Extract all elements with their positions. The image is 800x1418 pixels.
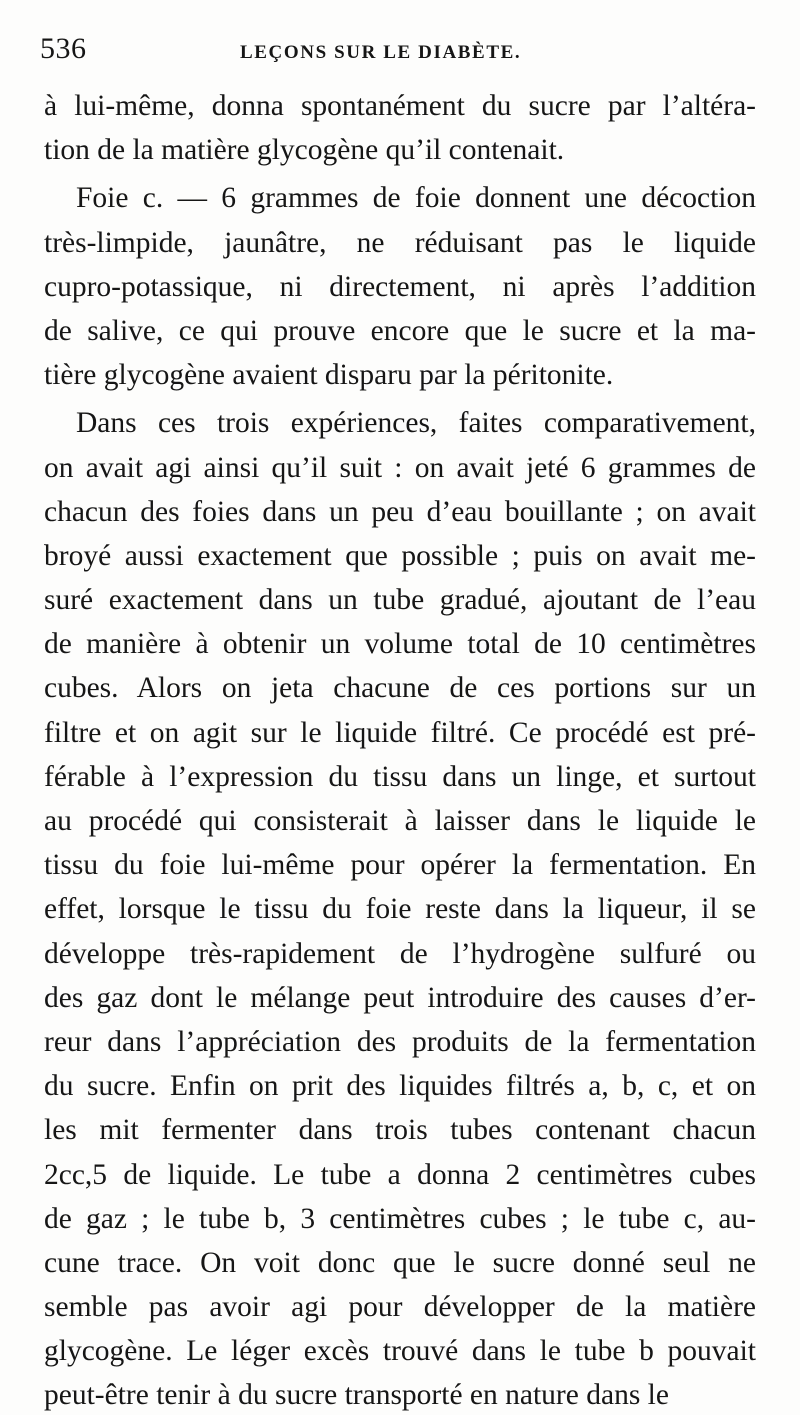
text-line: tissu du foie lui-même pour opérer la fermentation. En [44,849,756,882]
text-line: glycogène. Le léger excès trouvé dans le tube b pouvait [44,1335,756,1368]
text-line: suré exactement dans un tube gradué, ajoutant de l’eau [44,584,756,617]
text-line: développe très-rapidement de l’hydrogène sulfuré ou [44,937,756,970]
text-line: cubes. Alors on jeta chacune de ces portions sur un [44,672,756,705]
text-line: de gaz ; le tube b, 3 centimètres cubes ; le tube c, au- [44,1202,756,1235]
paragraph [44,401,756,1417]
text-line: de manière à obtenir un volume total de 10 centimètres [44,628,756,661]
text-line: peut-être tenir à du sucre transporté en nature dans le [44,1379,669,1412]
paragraph [44,176,756,397]
page-header [40,32,760,72]
paragraph [44,84,756,172]
text-line: très-limpide, jaunâtre, ne réduisant pas le liquide [44,226,756,259]
text-line: effet, lorsque le tissu du foie reste dans la liqueur, il se [44,893,756,926]
text-line: 2cc,5 de liquide. Le tube a donna 2 centimètres cubes [44,1158,756,1191]
text-line: Dans ces trois expériences, faites comparativement, [76,407,756,440]
text-line: de salive, ce qui prouve encore que le sucre et la ma- [44,314,756,347]
text-line: on avait agi ainsi qu’il suit : on avait jeté 6 grammes de [44,451,756,484]
text-line: reur dans l’appréciation des produits de la fermentation [44,1025,756,1058]
text-line: tion de la matière glycogène qu’il contenait. [44,134,565,167]
text-line: férable à l’expression du tissu dans un linge, et surtout [44,760,756,793]
text-line: broyé aussi exactement que possible ; puis on avait me- [44,539,756,572]
text-line: filtre et on agit sur le liquide filtré. Ce procédé est pré- [44,716,756,749]
text-line: des gaz dont le mélange peut introduire des causes d’er- [44,981,756,1014]
text-line: chacun des foies dans un peu d’eau bouillante ; on avait [44,495,756,528]
text-line: tière glycogène avaient disparu par la péritonite. [44,359,614,392]
text-line: cupro-potassique, ni directement, ni après l’addition [44,270,756,303]
text-line: du sucre. Enfin on prit des liquides filtrés a, b, c, et on [44,1070,756,1103]
text-line: Foie c. — 6 grammes de foie donnent une décoction [76,182,756,215]
text-line: semble pas avoir agi pour développer de la matière [44,1291,756,1324]
text-line: cune trace. On voit donc que le sucre donné seul ne [44,1246,756,1279]
text-line: à lui-même, donna spontanément du sucre par l’altéra- [44,90,756,122]
text-line: les mit fermenter dans trois tubes contenant chacun [44,1114,756,1147]
text-line: au procédé qui consisterait à laisser dans le liquide le [44,805,756,837]
page-number: 536 [40,32,87,65]
page-body-text [44,84,756,1418]
running-title: LEÇONS SUR LE DIABÈTE. [240,42,522,63]
